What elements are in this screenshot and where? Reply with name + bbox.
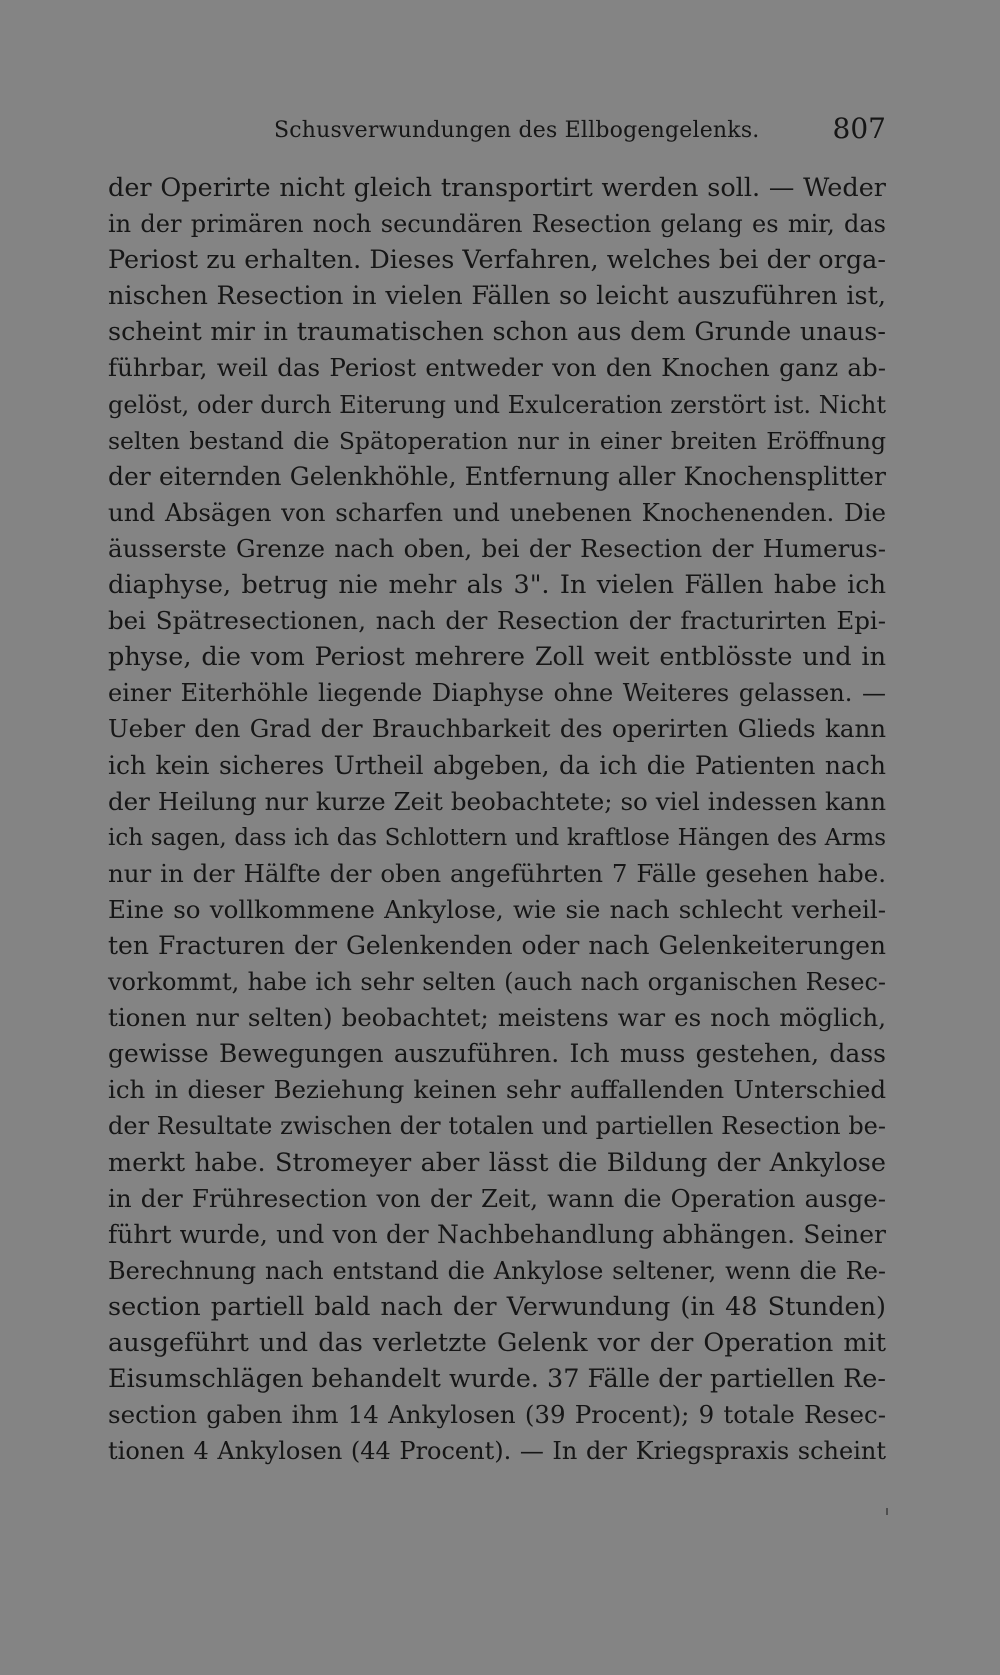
text-line: nur in der Hälfte der oben angeführten 7 Fälle gesehen habe. [108,858,886,888]
text-line: bei Spätresectionen, nach der Resection der fracturirten Epi- [108,606,886,636]
text-line: Periost zu erhalten. Dieses Verfahren, welches bei der orga- [108,245,886,276]
page-number: 807 [832,112,886,145]
text-line: in der primären noch secundären Resection gelang es mir, das [108,210,886,239]
text-line: gelöst, oder durch Eiterung und Exulceration zerstört ist. Nicht [108,390,886,419]
text-line: vorkommt, habe ich sehr selten (auch nach organischen Resec- [108,968,886,997]
text-line: führbar, weil das Periost entweder von den Knochen ganz ab- [108,353,886,383]
text-line: gewisse Bewegungen auszuführen. Ich muss gestehen, dass [108,1039,886,1069]
text-line: Ueber den Grad der Brauchbarkeit des operirten Glieds kann [108,714,886,744]
text-line: äusserste Grenze nach oben, bei der Resection der Humerus- [108,533,886,563]
text-line: der eiternden Gelenkhöhle, Entfernung aller Knochensplitter [108,461,886,491]
page-header [108,112,886,152]
text-line: section partiell bald nach der Verwundung (in 48 Stunden) [108,1291,886,1322]
text-line: führt wurde, und von der Nachbehandlung abhängen. Seiner [108,1219,886,1249]
text-line: der Heilung nur kurze Zeit beobachtete; so viel indessen kann [108,786,886,816]
text-line: Eisumschlägen behandelt wurde. 37 Fälle der partiellen Re- [108,1364,886,1395]
text-line: ich kein sicheres Urtheil abgeben, da ich die Patienten nach [108,750,886,780]
text-line: der Operirte nicht gleich transportirt werden soll. — Weder [108,173,886,203]
text-line: diaphyse, betrug nie mehr als 3". In vielen Fällen habe ich [108,570,886,601]
text-line: scheint mir in traumatischen schon aus dem Grunde unaus- [108,317,886,348]
text-line: einer Eiterhöhle liegende Diaphyse ohne Weiteres gelassen. — [108,679,886,708]
text-line: ich sagen, dass ich das Schlottern und kraftlose Hängen des Arms [108,824,886,851]
text-line: Eine so vollkommene Ankylose, wie sie nach schlecht verheil- [108,894,886,924]
scan-speck [886,1508,888,1515]
text-line: in der Frühresection von der Zeit, wann die Operation ausge- [108,1183,886,1213]
text-line: tionen nur selten) beobachtet; meistens war es noch möglich, [108,1003,886,1033]
text-line: physe, die vom Periost mehrere Zoll weit entblösste und in [108,642,886,673]
text-line: Berechnung nach entstand die Ankylose seltener, wenn die Re- [108,1256,886,1285]
text-line: section gaben ihm 14 Ankylosen (39 Procent); 9 totale Resec- [108,1400,886,1430]
text-line: und Absägen von scharfen und unebenen Knochenenden. Die [108,497,886,527]
text-line: der Resultate zwischen der totalen und partiellen Resection be- [108,1112,886,1141]
text-line: nischen Resection in vielen Fällen so leicht auszuführen ist, [108,281,886,312]
running-title: Schusverwundungen des Ellbogengelenks. [274,118,760,143]
text-line: ich in dieser Beziehung keinen sehr auffallenden Unterschied [108,1075,886,1105]
text-line: ten Fracturen der Gelenkenden oder nach Gelenkeiterungen [108,930,886,960]
text-line: tionen 4 Ankylosen (44 Procent). — In der Kriegspraxis scheint [108,1437,886,1466]
text-line: ausgeführt und das verletzte Gelenk vor der Operation mit [108,1328,886,1358]
body-text [108,170,886,1469]
text-line: merkt habe. Stromeyer aber lässt die Bildung der Ankylose [108,1147,886,1178]
text-line: selten bestand die Spätoperation nur in einer breiten Eröffnung [108,426,886,455]
